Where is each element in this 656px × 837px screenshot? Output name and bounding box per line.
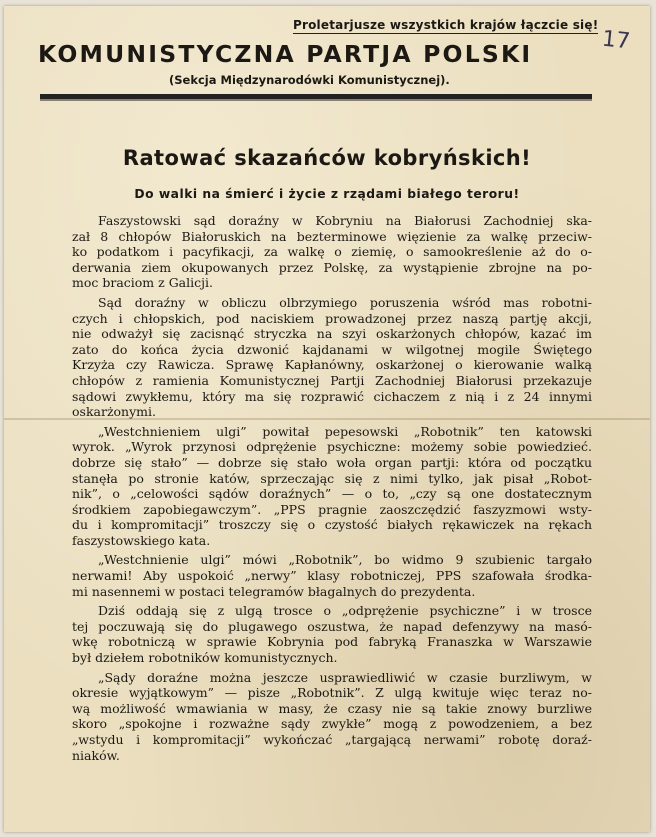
leaflet-subtitle: Do walki na śmierć i życie z rządami białego teroru! bbox=[134, 187, 520, 201]
party-name: KOMUNISTYCZNA PARTJA POLSKI bbox=[38, 40, 533, 68]
paragraph-line: „Westchnienie ulgi” mówi „Robotnik”, bo widmo 9 szubienic targało bbox=[98, 552, 592, 568]
paragraph bbox=[72, 670, 592, 764]
paragraph-line: okresie wyjątkowym” — pisze „Robotnik”. Z ulgą kwituje więc teraz no- bbox=[72, 685, 592, 701]
paragraph-line: nerwami! Aby uspokoić „nerwy” klasy robotniczej, PPS szafowała środka- bbox=[72, 568, 592, 584]
paragraph-line: nik”, o „celowości sądów doraźnych” — o to, „czy są one dostatecznym bbox=[72, 486, 592, 502]
paragraph bbox=[72, 552, 592, 599]
paragraph-line: Faszystowski sąd doraźny w Kobryniu na Białorusi Zachodniej ska- bbox=[98, 213, 592, 228]
paragraph-line: czych i chłopskich, pod naciskiem prowadzonej przez naszą partję akcji, bbox=[72, 310, 592, 326]
paragraph-line: derwania ziem okupowanych przez Polskę, za wystąpienie zbrojne na po- bbox=[72, 259, 592, 275]
paragraph-line: sądowi zwykłemu, który ma się rozprawić cichaczem z nią i z 24 innymi bbox=[72, 388, 592, 404]
paragraph-line: skoro „spokojne i rozważne sądy zwykłe” mogą z powodzeniem, a bez bbox=[72, 716, 592, 732]
paragraph-line: wyrok. „Wyrok przynosi odprężenie psychiczne: możemy sobie powiedzieć. bbox=[72, 439, 592, 455]
paragraph-line: Dziś oddają się z ulgą trosce o „odprężenie psychiczne” i w trosce bbox=[98, 603, 592, 619]
paragraph bbox=[72, 295, 592, 420]
leaflet-title: Ratować skazańców kobryńskich! bbox=[122, 146, 532, 170]
slogan: Proletarjusze wszystkich krajów łączcie się! bbox=[293, 18, 599, 32]
paragraph-line: wkę robotniczą w sprawie Kobrynia pod fabryką Franaszka w Warszawie bbox=[72, 634, 592, 650]
paragraph-line: du i kompromitacji” troszczy się o czystość białych rękawiczek na rękach bbox=[72, 517, 592, 533]
paragraph-line: moc braciom z Galicji. bbox=[72, 275, 213, 291]
paragraph-line: chłopów z ramienia Komunistycznej Partji Zachodniej Białorusi przekazuje bbox=[72, 372, 592, 388]
header-rule bbox=[40, 94, 592, 101]
paragraph-line: stanęła po stronie katów, sprzeczając się z nimi tylko, jak pisał „Robot- bbox=[72, 470, 592, 486]
paragraph-line: ko podatkom i pacyfikacji, za walkę o ziemię, o samookreślenie aż do o- bbox=[72, 244, 592, 260]
party-section-subtitle: (Sekcja Międzynarodówki Komunistycznej). bbox=[169, 73, 450, 87]
leaflet-body bbox=[72, 213, 592, 763]
paragraph-line: zato do końca życia dzwonić kajdanami w wilgotnej mogile Świętego bbox=[72, 341, 592, 357]
paragraph bbox=[72, 213, 592, 291]
paragraph-line: zał 8 chłopów Białoruskich na bezterminowe więzienie za walkę przeciw- bbox=[72, 228, 592, 244]
paragraph-line: „Sądy doraźne można jeszcze usprawiedliwić w czasie burzliwym, w bbox=[98, 669, 592, 685]
paragraph bbox=[72, 603, 592, 665]
paragraph-line: tej poczuwają się do plugawego oszustwa, że napad defenzywy na masó- bbox=[72, 618, 592, 634]
paragraph bbox=[72, 424, 592, 549]
leaflet-page bbox=[4, 6, 650, 832]
paragraph-line: oskarżonymi. bbox=[72, 404, 156, 420]
paragraph-line: „Westchnieniem ulgi” powitał pepesowski „Robotnik” ten katowski bbox=[98, 423, 592, 439]
paragraph-line: nie odważył się zacisnąć stryczka na szyi oskarżonych chłopów, kazać im bbox=[72, 326, 592, 342]
paragraph-line: Sąd doraźny w obliczu olbrzymiego poruszenia wśród mas robotni- bbox=[98, 294, 592, 310]
paragraph-line: mi nasennemi w postaci telegramów błagalnych do prezydenta. bbox=[72, 583, 476, 599]
paragraph-line: Krzyża czy Rawicza. Sprawę Kapłanówny, oskarżonej o kierowanie walką bbox=[72, 357, 592, 373]
handwritten-page-number: 17 bbox=[600, 26, 632, 55]
paragraph-line: niaków. bbox=[72, 747, 120, 763]
paragraph-line: środkiem zapobiegawczym”. „PPS pragnie zaoszczędzić faszyzmowi wsty- bbox=[72, 501, 592, 517]
paragraph-line: był dziełem robotników komunistycznych. bbox=[72, 650, 338, 666]
paragraph-line: faszystowskiego kata. bbox=[72, 532, 211, 548]
paragraph-line: „wstydu i kompromitacji” wykończać „targającą nerwami” robotę doraź- bbox=[72, 732, 592, 747]
paragraph-line: wą możliwość wmawiania w masy, że czasy nie są takie znowy burzliwe bbox=[72, 700, 592, 716]
paragraph-line: dobrze się stało” — dobrze się stało woła organ partji: która od początku bbox=[72, 454, 592, 470]
